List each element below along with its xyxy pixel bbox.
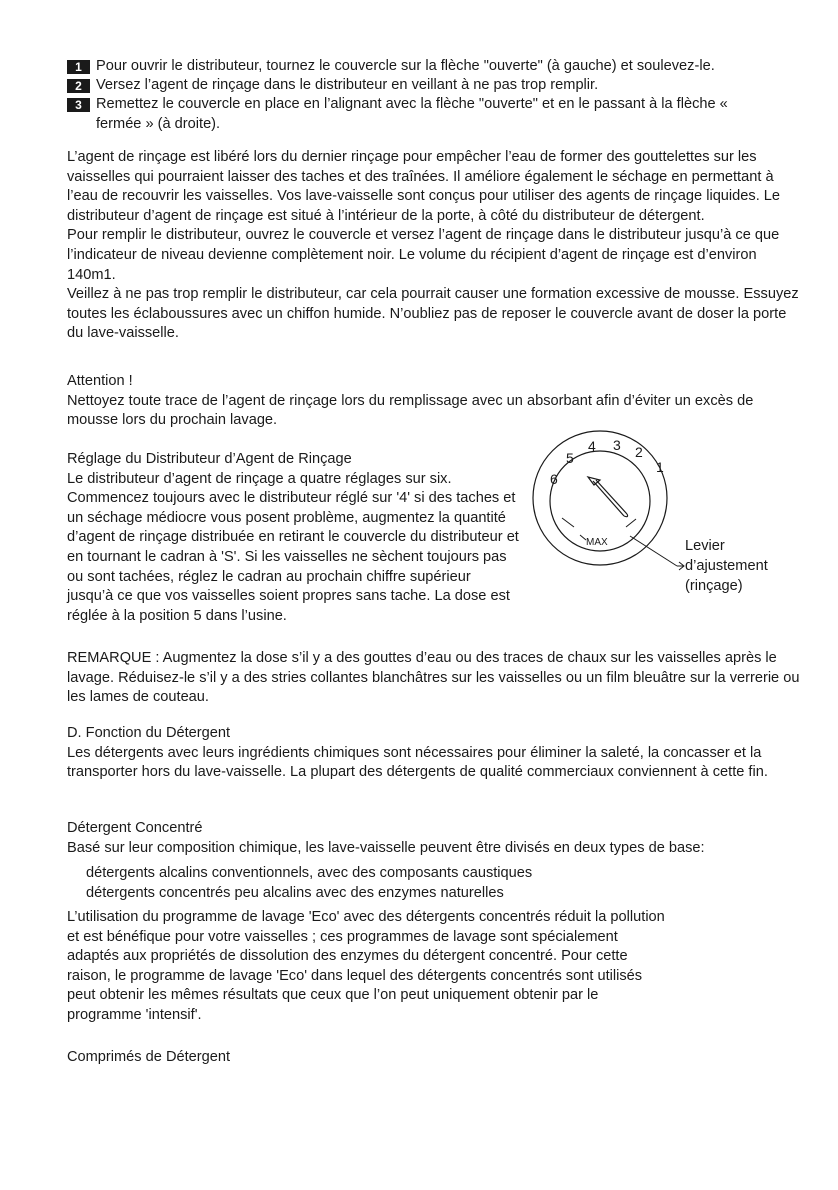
concentre-section <box>67 819 802 858</box>
dial-number-4: 4 <box>588 438 596 454</box>
step-2 <box>67 76 787 96</box>
dial-number-5: 5 <box>566 450 574 466</box>
step-number-badge: 2 <box>67 79 90 93</box>
detergent-types-list <box>86 864 786 903</box>
paragraph: L’utilisation du programme de lavage 'Eco' avec des détergents concentrés réduit la pollution et est bénéfique pour votre vaisselles ; ces programmes de lavage sont spécialement adaptés aux propriétés de dissolution des enzymes du détergent concentré. Pour cette raison, le programme de lavage 'Eco' dans lequel des détergents concentrés sont utilisés peut obtenir les mêmes résultats que ceux que l’on peut uniquement obtenir par le programme 'intensif'. <box>67 909 665 1023</box>
list-item: détergents alcalins conventionnels, avec des composants caustiques <box>86 865 533 881</box>
dial-number-6: 6 <box>550 471 558 487</box>
section-heading: Comprimés de Détergent <box>67 1049 231 1065</box>
fonction-section <box>67 724 802 783</box>
dial-number-1: 1 <box>656 459 664 475</box>
dial-caption-line: d’ajustement <box>685 558 768 574</box>
section-heading: Réglage du Distributeur d’Agent de Rinçage <box>67 451 352 467</box>
eco-paragraph <box>67 908 667 1026</box>
remarque-note <box>67 649 802 708</box>
paragraph: Nettoyez toute trace de l’agent de rinçage lors du remplissage avec un absorbant afin d’éviter un excès de mousse lors du prochain lavage. <box>67 392 754 429</box>
dial-max-label: MAX <box>586 537 608 548</box>
step-text: Remettez le couvercle en place en l’alignant avec la flèche "ouverte" et en le passant à la flèche « <box>96 96 728 112</box>
step-1 <box>67 57 787 77</box>
comprimes-section <box>67 1048 802 1068</box>
step-text: Versez l’agent de rinçage dans le distributeur en veillant à ne pas trop remplir. <box>96 77 599 93</box>
paragraph: Les détergents avec leurs ingrédients chimiques sont nécessaires pour éliminer la saleté, la concasser et la transporter hors du lave-vaisselle. La plupart des détergents de qualité commerciaux conviennent à cette fin. <box>67 744 768 781</box>
dial-caption <box>685 536 795 596</box>
paragraph: Basé sur leur composition chimique, les lave-vaisselle peuvent être divisés en deux types de base: <box>67 839 705 856</box>
paragraph: REMARQUE : Augmentez la dose s’il y a des gouttes d’eau ou des traces de chaux sur les vaisselles après le lavage. Réduisez-le s’il y a des stries collantes blanchâtres sur les vaisselles ou un film bleuâtre sur la verrerie ou les lames de couteau. <box>67 650 800 706</box>
reglage-section <box>67 450 519 626</box>
section-heading: D. Fonction du Détergent <box>67 725 231 741</box>
dial-caption-line: Levier <box>685 538 725 554</box>
step-3 <box>67 95 787 134</box>
paragraph: Pour remplir le distributeur, ouvrez le couvercle et versez l’agent de rinçage dans le distributeur jusqu’à ce que l’indicateur de niveau devienne complètement noir. Le volume du récipient d’agent de rinçage est d’environ 140m1. <box>67 227 780 283</box>
step-number-badge: 3 <box>67 98 90 112</box>
dial-number-3: 3 <box>613 437 621 453</box>
step-number-badge: 1 <box>67 60 90 74</box>
list-item: détergents concentrés peu alcalins avec des enzymes naturelles <box>86 884 504 901</box>
step-text-continuation: fermée » (à droite). <box>96 115 221 132</box>
dial-number-2: 2 <box>635 444 643 460</box>
attention-section <box>67 372 802 431</box>
paragraph: L’agent de rinçage est libéré lors du dernier rinçage pour empêcher l’eau de former des gouttelettes sur les vaisselles qui pourraient laisser des taches et des traînées. Il améliore également le séchage en permettant à l’eau de recouvrir les vaisselles. Vos lave-vaisselle sont conçus pour utiliser des agents de rinçage liquides. Le distributeur d’agent de rinçage est situé à l’intérieur de la porte, à côté du distributeur de détergent. <box>67 149 781 224</box>
paragraph: Veillez à ne pas trop remplir le distributeur, car cela pourrait causer une formation excessive de mousse. Essuyez toutes les éclaboussures avec un chiffon humide. N’oubliez pas de reposer le couvercle avant de doser la porte du lave-vaisselle. <box>67 286 799 342</box>
step-text: Pour ouvrir le distributeur, tournez le couvercle sur la flèche "ouverte" (à gauche) et soulevez-le. <box>96 58 715 74</box>
attention-title: Attention ! <box>67 373 133 389</box>
section-heading: Détergent Concentré <box>67 820 203 836</box>
rinse-aid-description <box>67 148 802 344</box>
dial-caption-line: (rinçage) <box>685 578 743 594</box>
paragraph: Le distributeur d’agent de rinçage a quatre réglages sur six. Commencez toujours avec le distributeur réglé sur '4' si des taches et un séchage médiocre vous posent problème, augmentez la quantité d’agent de rinçage distribuée en retirant le couvercle du distributeur et en tournant le cadran à 'S'. Si les vaisselles ne sèchent toujours pas ou sont tachées, réglez le cadran au prochain chiffre supérieur jusqu’à ce que vos vaisselles soient propres sans tache. La dose est réglée à la position 5 dans l’usine. <box>67 470 519 624</box>
